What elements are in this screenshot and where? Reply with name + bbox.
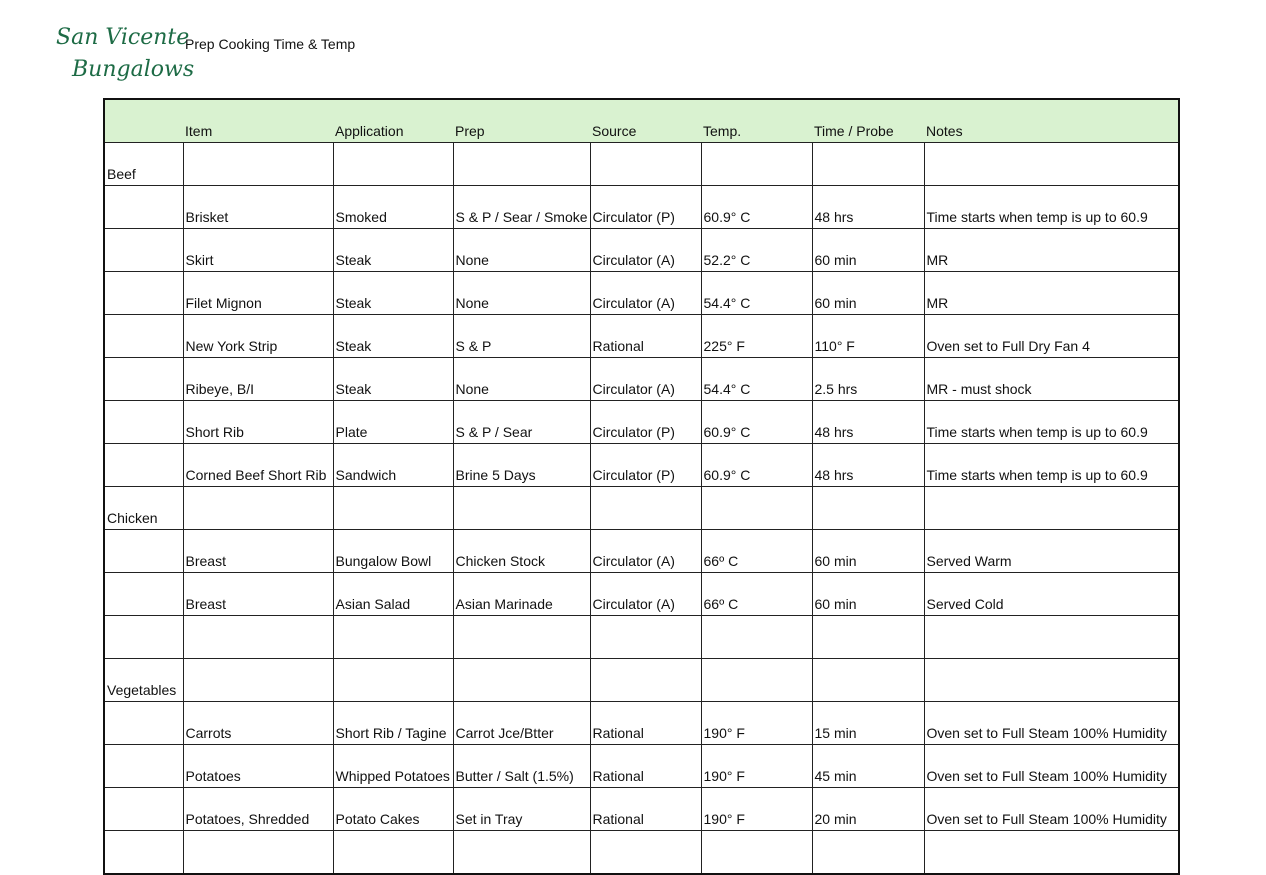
temp-cell: 54.4° C [701, 358, 812, 401]
time-probe-cell: 45 min [812, 745, 924, 788]
table-row [104, 745, 1179, 788]
category-cell [104, 831, 183, 875]
time-probe-cell: 48 hrs [812, 186, 924, 229]
prep-cell: None [453, 272, 590, 315]
notes-cell [924, 616, 1179, 659]
source-cell [590, 143, 701, 186]
time-probe-cell: 48 hrs [812, 401, 924, 444]
prep-cell [453, 831, 590, 875]
table-row [104, 229, 1179, 272]
application-cell: Potato Cakes [333, 788, 453, 831]
notes-cell: Time starts when temp is up to 60.9 [924, 444, 1179, 487]
prep-cell: S & P [453, 315, 590, 358]
category-cell [104, 788, 183, 831]
temp-header: Temp. [701, 99, 812, 143]
source-cell [590, 659, 701, 702]
prep-cell: S & P / Sear / Smoke [453, 186, 590, 229]
category-cell [104, 616, 183, 659]
application-cell: Whipped Potatoes [333, 745, 453, 788]
item-cell: Corned Beef Short Rib [183, 444, 333, 487]
source-cell: Circulator (P) [590, 186, 701, 229]
application-cell [333, 143, 453, 186]
time-probe-cell: 60 min [812, 530, 924, 573]
notes-cell: Time starts when temp is up to 60.9 [924, 186, 1179, 229]
source-cell [590, 487, 701, 530]
application-cell: Steak [333, 229, 453, 272]
temp-cell [701, 487, 812, 530]
header-row [104, 99, 1179, 143]
table-row [104, 186, 1179, 229]
temp-cell [701, 143, 812, 186]
table-row [104, 788, 1179, 831]
table-row [104, 444, 1179, 487]
notes-cell: MR - must shock [924, 358, 1179, 401]
notes-cell: Oven set to Full Steam 100% Humidity [924, 702, 1179, 745]
item-cell [183, 616, 333, 659]
application-cell: Bungalow Bowl [333, 530, 453, 573]
source-cell: Rational [590, 315, 701, 358]
notes-cell: Time starts when temp is up to 60.9 [924, 401, 1179, 444]
category-cell: Beef [104, 143, 183, 186]
category-cell [104, 229, 183, 272]
application-cell: Steak [333, 358, 453, 401]
category-cell [104, 315, 183, 358]
category-cell [104, 444, 183, 487]
source-cell: Rational [590, 702, 701, 745]
item-cell: Short Rib [183, 401, 333, 444]
notes-cell: Served Cold [924, 573, 1179, 616]
application-cell [333, 659, 453, 702]
item-cell [183, 143, 333, 186]
notes-cell: Served Warm [924, 530, 1179, 573]
table-row [104, 358, 1179, 401]
application-cell [333, 487, 453, 530]
document-title: Prep Cooking Time & Temp [185, 36, 356, 52]
table-row [104, 143, 1179, 186]
source-cell: Circulator (A) [590, 358, 701, 401]
notes-cell: MR [924, 229, 1179, 272]
table-row [104, 659, 1179, 702]
time-probe-cell [812, 616, 924, 659]
time-probe-cell [812, 143, 924, 186]
prep-header: Prep [453, 99, 590, 143]
table-row [104, 616, 1179, 659]
category-cell [104, 745, 183, 788]
time-probe-cell: 48 hrs [812, 444, 924, 487]
prep-cell: None [453, 358, 590, 401]
source-header: Source [590, 99, 701, 143]
application-cell: Short Rib / Tagine [333, 702, 453, 745]
item-cell [183, 487, 333, 530]
table-row [104, 831, 1179, 875]
category-cell [104, 401, 183, 444]
application-cell [333, 616, 453, 659]
item-cell: Skirt [183, 229, 333, 272]
item-cell: Ribeye, B/I [183, 358, 333, 401]
application-cell: Plate [333, 401, 453, 444]
application-cell: Sandwich [333, 444, 453, 487]
temp-cell [701, 616, 812, 659]
table-body [104, 143, 1179, 875]
item-cell: Carrots [183, 702, 333, 745]
source-cell: Circulator (A) [590, 530, 701, 573]
application-cell: Asian Salad [333, 573, 453, 616]
time-probe-header: Time / Probe [812, 99, 924, 143]
item-cell: Brisket [183, 186, 333, 229]
prep-cell: Carrot Jce/Btter [453, 702, 590, 745]
notes-cell: Oven set to Full Steam 100% Humidity [924, 788, 1179, 831]
time-probe-cell: 60 min [812, 229, 924, 272]
source-cell: Rational [590, 788, 701, 831]
source-cell: Circulator (P) [590, 401, 701, 444]
logo-line-1: San Vicente [56, 25, 190, 50]
notes-cell [924, 487, 1179, 530]
temp-cell: 190° F [701, 745, 812, 788]
category-cell [104, 702, 183, 745]
item-cell: Breast [183, 573, 333, 616]
time-probe-cell [812, 831, 924, 875]
item-cell: Potatoes [183, 745, 333, 788]
notes-header: Notes [924, 99, 1179, 143]
temp-cell: 54.4° C [701, 272, 812, 315]
temp-cell: 60.9° C [701, 186, 812, 229]
time-probe-cell: 60 min [812, 272, 924, 315]
temp-cell [701, 659, 812, 702]
notes-cell [924, 143, 1179, 186]
category-cell [104, 530, 183, 573]
prep-cell: Set in Tray [453, 788, 590, 831]
notes-cell [924, 831, 1179, 875]
temp-cell: 225° F [701, 315, 812, 358]
prep-cell [453, 659, 590, 702]
source-cell: Rational [590, 745, 701, 788]
notes-cell: MR [924, 272, 1179, 315]
time-probe-cell [812, 487, 924, 530]
category-header [104, 99, 183, 143]
application-cell: Steak [333, 315, 453, 358]
category-cell: Vegetables [104, 659, 183, 702]
prep-cell: Brine 5 Days [453, 444, 590, 487]
table-row [104, 401, 1179, 444]
temp-cell: 60.9° C [701, 444, 812, 487]
prep-cell: S & P / Sear [453, 401, 590, 444]
temp-cell: 190° F [701, 788, 812, 831]
prep-cell [453, 616, 590, 659]
prep-cell [453, 487, 590, 530]
table-row [104, 702, 1179, 745]
prep-cell: Chicken Stock [453, 530, 590, 573]
category-cell [104, 272, 183, 315]
application-cell [333, 831, 453, 875]
application-cell: Steak [333, 272, 453, 315]
logo-line-2: Bungalows [72, 57, 195, 82]
category-cell: Chicken [104, 487, 183, 530]
notes-cell: Oven set to Full Dry Fan 4 [924, 315, 1179, 358]
category-cell [104, 573, 183, 616]
application-header: Application [333, 99, 453, 143]
item-cell: New York Strip [183, 315, 333, 358]
temp-cell: 190° F [701, 702, 812, 745]
item-cell [183, 831, 333, 875]
table-row [104, 530, 1179, 573]
item-cell: Filet Mignon [183, 272, 333, 315]
item-cell: Breast [183, 530, 333, 573]
temp-cell: 66º C [701, 530, 812, 573]
time-probe-cell: 110° F [812, 315, 924, 358]
table-row [104, 315, 1179, 358]
item-cell [183, 659, 333, 702]
notes-cell [924, 659, 1179, 702]
prep-cell [453, 143, 590, 186]
source-cell: Circulator (A) [590, 229, 701, 272]
table-row [104, 487, 1179, 530]
category-cell [104, 358, 183, 401]
source-cell [590, 831, 701, 875]
temp-cell: 66º C [701, 573, 812, 616]
time-probe-cell: 20 min [812, 788, 924, 831]
prep-cell: Asian Marinade [453, 573, 590, 616]
source-cell: Circulator (A) [590, 573, 701, 616]
temp-cell: 52.2° C [701, 229, 812, 272]
time-probe-cell: 2.5 hrs [812, 358, 924, 401]
notes-cell: Oven set to Full Steam 100% Humidity [924, 745, 1179, 788]
time-probe-cell: 15 min [812, 702, 924, 745]
table-row [104, 573, 1179, 616]
temp-cell: 60.9° C [701, 401, 812, 444]
source-cell: Circulator (P) [590, 444, 701, 487]
brand-logo [52, 8, 195, 98]
prep-cell: None [453, 229, 590, 272]
prep-cell: Butter / Salt (1.5%) [453, 745, 590, 788]
prep-table [103, 98, 1180, 875]
application-cell: Smoked [333, 186, 453, 229]
table-row [104, 272, 1179, 315]
item-cell: Potatoes, Shredded [183, 788, 333, 831]
item-header: Item [183, 99, 333, 143]
time-probe-cell: 60 min [812, 573, 924, 616]
temp-cell [701, 831, 812, 875]
time-probe-cell [812, 659, 924, 702]
source-cell [590, 616, 701, 659]
source-cell: Circulator (A) [590, 272, 701, 315]
category-cell [104, 186, 183, 229]
